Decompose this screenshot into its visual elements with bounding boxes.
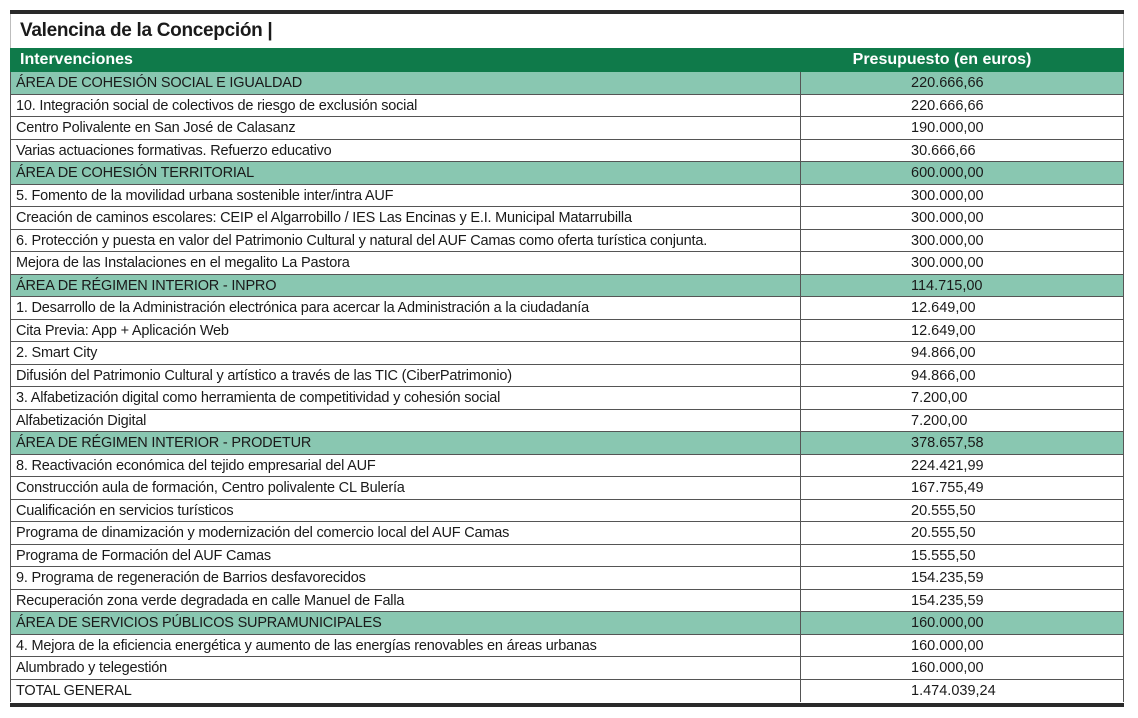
row-value: 20.555,50 [911, 502, 976, 519]
row-label: Centro Polivalente en San José de Calasanz [11, 117, 801, 139]
table-header [10, 48, 1124, 72]
table-row-total [11, 680, 1123, 703]
row-label: Construcción aula de formación, Centro polivalente CL Bulería [11, 477, 801, 499]
table-row [11, 500, 1123, 523]
table-row [11, 657, 1123, 680]
row-value: 94.866,00 [911, 367, 976, 384]
row-value: 300.000,00 [911, 255, 984, 271]
row-value: 30.666,66 [911, 142, 976, 159]
table-body [10, 72, 1124, 702]
table-row [11, 117, 1123, 140]
row-label: Programa de Formación del AUF Camas [11, 545, 801, 567]
row-value: 12.649,00 [911, 322, 976, 339]
row-value: 114.715,00 [911, 277, 983, 294]
row-label: Cualificación en servicios turísticos [11, 500, 801, 522]
row-value: 160.000,00 [911, 660, 984, 676]
row-label: Alumbrado y telegestión [11, 657, 801, 679]
row-label: 6. Protección y puesta en valor del Patrimonio Cultural y natural del AUF Camas como oferta turística conjunta. [11, 230, 801, 252]
row-label: 4. Mejora de la eficiencia energética y aumento de las energías renovables en áreas urbanas [11, 635, 801, 657]
row-label: 10. Integración social de colectivos de riesgo de exclusión social [11, 95, 801, 117]
row-label: 1. Desarrollo de la Administración electrónica para acercar la Administración a la ciudadanía [11, 297, 801, 319]
row-value: 167.755,49 [911, 480, 984, 496]
header-budget: Presupuesto (en euros) [852, 51, 1032, 68]
row-label: Mejora de las Instalaciones en el megalito La Pastora [11, 252, 801, 274]
row-value: 300.000,00 [911, 187, 984, 204]
row-value: 94.866,00 [911, 345, 976, 361]
table-row [11, 590, 1123, 613]
row-label: ÁREA DE SERVICIOS PÚBLICOS SUPRAMUNICIPALES [11, 612, 801, 634]
table-row [11, 455, 1123, 478]
row-value: 300.000,00 [911, 232, 984, 249]
row-label: 2. Smart City [11, 342, 801, 364]
row-label: Creación de caminos escolares: CEIP el Algarrobillo / IES Las Encinas y E.I. Municipal Matarrubilla [11, 207, 801, 229]
row-value: 154.235,59 [911, 592, 984, 609]
table-row [11, 410, 1123, 433]
row-value: 190.000,00 [911, 120, 984, 136]
row-label: ÁREA DE RÉGIMEN INTERIOR - INPRO [11, 275, 801, 297]
table-row [11, 252, 1123, 275]
row-label: Cita Previa: App + Aplicación Web [11, 320, 801, 342]
row-label: Alfabetización Digital [11, 410, 801, 432]
table-row [11, 545, 1123, 568]
table-row [11, 522, 1123, 545]
table-row [11, 95, 1123, 118]
row-value: 160.000,00 [911, 637, 984, 654]
table-row [11, 387, 1123, 410]
row-label: Varias actuaciones formativas. Refuerzo educativo [11, 140, 801, 162]
row-label: ÁREA DE RÉGIMEN INTERIOR - PRODETUR [11, 432, 801, 454]
table-row [11, 567, 1123, 590]
row-value: 160.000,00 [911, 615, 984, 631]
row-value: 15.555,50 [911, 547, 976, 564]
table-row [11, 342, 1123, 365]
row-value: 220.666,66 [911, 75, 984, 91]
row-value: 7.200,00 [911, 390, 968, 406]
table-title: Valencina de la Concepción | [10, 14, 1124, 48]
row-label: Programa de dinamización y modernización del comercio local del AUF Camas [11, 522, 801, 544]
section-row [11, 275, 1123, 298]
row-value: 224.421,99 [911, 457, 984, 474]
row-value: 20.555,50 [911, 525, 976, 541]
row-label: 3. Alfabetización digital como herramienta de competitividad y cohesión social [11, 387, 801, 409]
row-label: Recuperación zona verde degradada en calle Manuel de Falla [11, 590, 801, 612]
table-row [11, 207, 1123, 230]
section-row [11, 612, 1123, 635]
row-value: 600.000,00 [911, 165, 984, 181]
table-row [11, 185, 1123, 208]
row-label: ÁREA DE COHESIÓN TERRITORIAL [11, 162, 801, 184]
table-row [11, 365, 1123, 388]
row-label: 9. Programa de regeneración de Barrios desfavorecidos [11, 567, 801, 589]
row-value: 12.649,00 [911, 300, 976, 316]
table-row [11, 140, 1123, 163]
section-row [11, 162, 1123, 185]
row-value: 154.235,59 [911, 570, 984, 586]
header-interventions: Intervenciones [20, 51, 133, 68]
budget-table [10, 10, 1124, 707]
table-row [11, 297, 1123, 320]
table-row [11, 230, 1123, 253]
table-row [11, 320, 1123, 343]
row-value: 300.000,00 [911, 210, 984, 226]
total-value: 1.474.039,24 [911, 682, 996, 699]
row-value: 378.657,58 [911, 435, 984, 451]
table-row [11, 477, 1123, 500]
table-row [11, 635, 1123, 658]
row-value: 220.666,66 [911, 97, 984, 114]
total-label: TOTAL GENERAL [11, 680, 801, 703]
row-label: Difusión del Patrimonio Cultural y artístico a través de las TIC (CiberPatrimonio) [11, 365, 801, 387]
section-row [11, 72, 1123, 95]
section-row [11, 432, 1123, 455]
row-label: ÁREA DE COHESIÓN SOCIAL E IGUALDAD [11, 72, 801, 94]
row-label: 5. Fomento de la movilidad urbana sostenible inter/intra AUF [11, 185, 801, 207]
row-value: 7.200,00 [911, 412, 968, 429]
row-label: 8. Reactivación económica del tejido empresarial del AUF [11, 455, 801, 477]
